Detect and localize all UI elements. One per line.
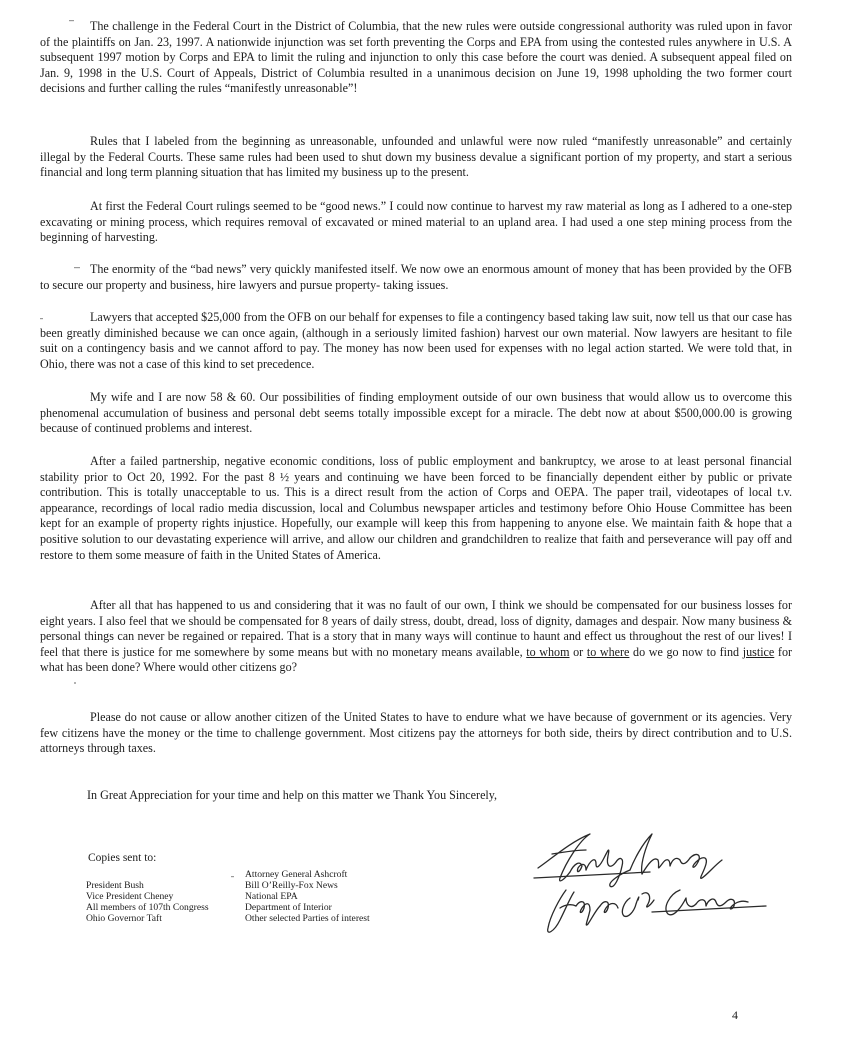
copy-recipient: Other selected Parties of interest	[245, 913, 370, 925]
paragraph-plea: Please do not cause or allow another citizen of the United States to have to endure what we have because of government or its agencies. Very few citizens have the money or the time to challenge government. Most citizens pay the attorneys for both side, theirs by direct contribution and to U.S. attorneys through taxes.	[40, 710, 792, 756]
paragraph-court-challenge: The challenge in the Federal Court in the District of Columbia, that the new rules were outside congressional authority was ruled upon in favor of the plaintiffs on Jan. 23, 1997. A nationwide injunction was set forth preventing the Corps and EPA from using the contested rules anywhere in U.S. A subsequent 1997 motion by Corps and EPA to limit the ruling and injunction to only this case before the court was denied. A subsequent appeal filed on Jan. 9, 1998 in the U.S. Court of Appeals, District of Columbia resulted in a unanimous decision on June 19, 1998 upholding the two former court decisions and further calling the rules “manifestly unreasonable”!	[40, 19, 792, 96]
page-number: 4	[732, 1008, 738, 1022]
paragraph-compensation	[40, 598, 792, 676]
paragraph-financial-stability: After a failed partnership, negative economic conditions, loss of public employment and bankruptcy, we arose to at least personal financial stability prior to Oct 20, 1992. For the past 8 ½ years and continuing we have been forced to be financially dependent either by public or private contribution. This is totally unacceptable to us. This is a direct result from the action of Corps and OEPA. The paper trail, videotapes of local t.v. appearance, recordings of local radio media discussion, local and Columbus newspaper articles and testimony before Ohio House Committee has been kept for an example of property rights injustice. Hopefully, our example will keep this from happening to anyone else. We maintain faith & hope that a positive solution to our devastating experience will arrive, and allow our children and grandchildren to realize that faith and perseverance will pay off and restore to them some measure of faith in the United States of America.	[40, 454, 792, 562]
copies-list-right	[245, 869, 370, 924]
copies-list-left	[86, 880, 209, 924]
copy-recipient: Bill O’Reilly-Fox News	[245, 880, 338, 892]
copy-recipient: Ohio Governor Taft	[86, 913, 162, 925]
paragraph-lawyers: Lawyers that accepted $25,000 from the OFB on our behalf for expenses to file a contingency based taking law suit, now tell us that our case has been greatly diminished because we can once again, (although in a seriously limited fashion) harvest our own material. Now lawyers are hesitant to file suit on a contingency basis and we cannot afford to pay. The money has now been used for expenses with no legal action started. We were told that, in Ohio, there was not a case of this kind to set precedence.	[40, 310, 792, 371]
closing-line: In Great Appreciation for your time and help on this matter we Thank You Sincerely,	[87, 788, 498, 802]
compensation-text-after: for what has been done? Where would other citizens go?	[40, 644, 793, 675]
copy-recipient: Attorney General Ashcroft	[245, 869, 348, 880]
copy-recipient: National EPA	[245, 891, 298, 903]
handwritten-signatures	[530, 820, 770, 940]
underlined-to-where: to where	[586, 644, 630, 659]
copies-heading: Copies sent to:	[88, 852, 157, 864]
signature-drawing	[530, 820, 770, 940]
compensation-text-before: After all that has happened to us and considering that it was no fault of our own, I think we should be compensated for our business losses for eight years. I also feel that we should be compensated for 8 years of daily stress, doubt, dread, loss of dignity, damages and despair. Now many business & personal things can never be regained or repaired. That is a story that in many ways will continue to haunt and effect us throughout the rest of our lives! I feel that there is justice for me somewhere by some means but with no monetary means available,	[40, 598, 792, 659]
paragraph-employment: My wife and I are now 58 & 60. Our possibilities of finding employment outside of our own business that would allow us to overcome this phenomenal accumulation of business and personal debt seems totally impossible except for a miracle. The debt now at about $500,000.00 is growing because of continued problems and interest.	[40, 390, 792, 436]
underlined-justice: justice	[742, 644, 775, 659]
compensation-text-find: do we go now to find	[629, 644, 743, 659]
copy-recipient: Department of Interior	[245, 902, 332, 914]
copy-recipient: President Bush	[86, 880, 144, 891]
paragraph-rules-labeled: Rules that I labeled from the beginning as unreasonable, unfounded and unlawful were now ruled “manifestly unreasonable” and certainly illegal by the Federal Courts. These same rules had been used to shut down my business devalue a significant portion of my property, and start a serious financial and long term planning situation that has limited my business up to the present.	[40, 134, 792, 180]
paragraph-bad-news: The enormity of the “bad news” very quickly manifested itself. We now owe an enormous amount of money that has been provided by the OFB to secure our property and business, hire lawyers and pursue property- taking issues.	[40, 262, 792, 292]
paragraph-good-news: At first the Federal Court rulings seemed to be “good news.” I could now continue to harvest my raw material as long as I adhered to a one-step excavating or mining process, which requires removal of excavated or mined material to an upland area. I had used a one step mining process from the beginning of harvesting.	[40, 199, 792, 245]
copy-recipient: Vice President Cheney	[86, 891, 174, 903]
underlined-to-whom: to whom	[526, 644, 570, 659]
copy-recipient: All members of 107th Congress	[86, 902, 209, 914]
compensation-text-or: or	[569, 644, 587, 659]
